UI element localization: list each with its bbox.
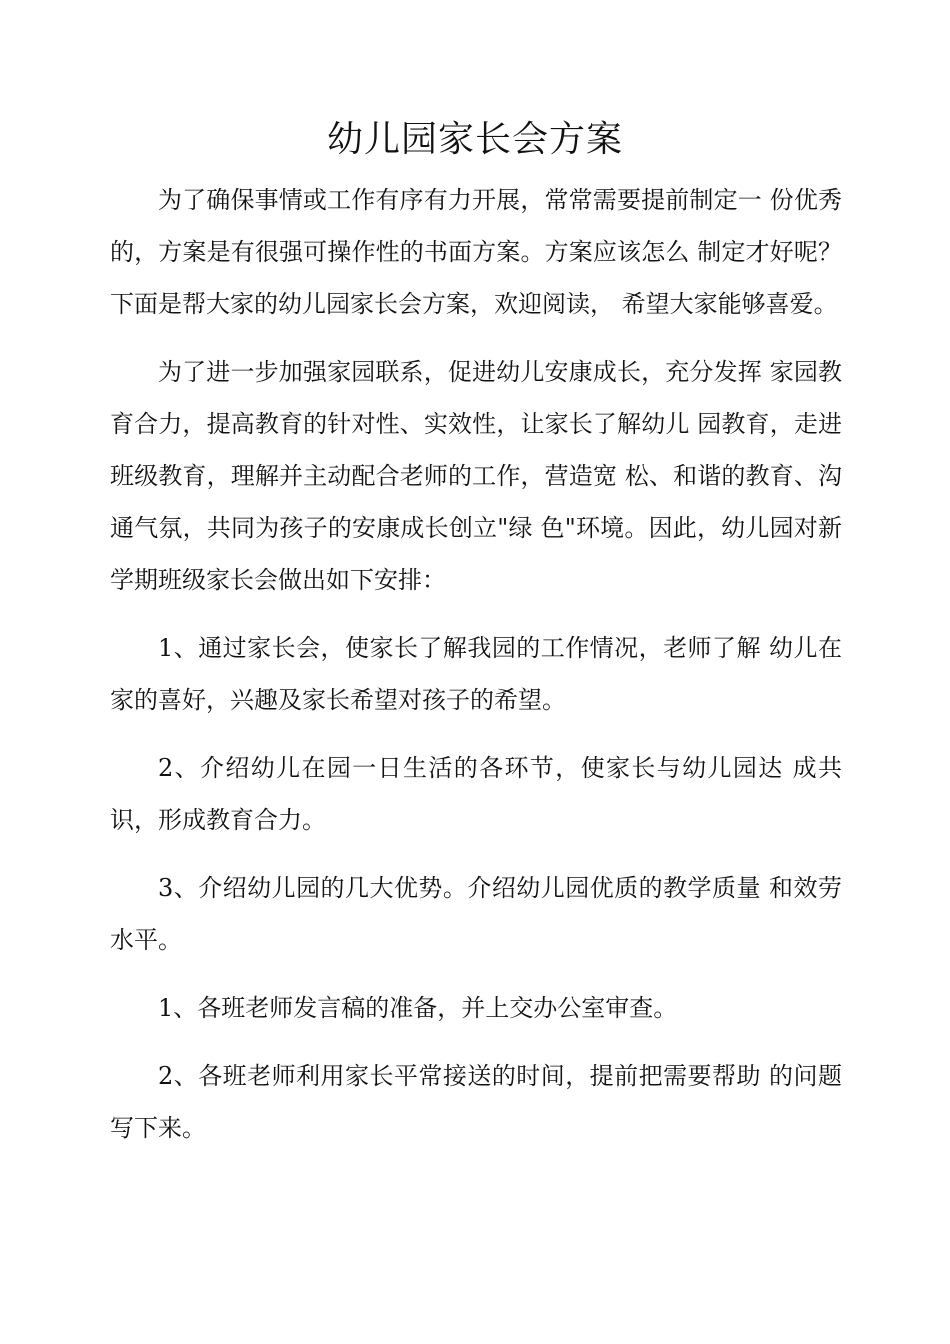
intro-paragraph: 为了确保事情或工作有序有力开展，常常需要提前制定一 份优秀的，方案是有很强可操作性的书面方案。方案应该怎么 制定才好呢？下面是帮大家的幼儿园家长会方案，欢迎阅读， 希望大家能够喜爱。 xyxy=(110,186,842,318)
prep-item-1: 1、各班老师发言稿的准备，并上交办公室审查。 xyxy=(158,994,678,1022)
list-item-2: 2、介绍幼儿在园一日生活的各环节，使家长与幼儿园达 成共识，形成教育合力。 xyxy=(110,754,842,834)
document-body xyxy=(110,174,842,1170)
prep-item-2: 2、各班老师利用家长平常接送的时间，提前把需要帮助 的问题写下来。 xyxy=(110,1062,842,1142)
list-item-1: 1、通过家长会，使家长了解我园的工作情况，老师了解 幼儿在家的喜好，兴趣及家长希望对孩子的希望。 xyxy=(110,634,842,714)
list-item-3: 3、介绍幼儿园的几大优势。介绍幼儿园优质的教学质量 和效劳水平。 xyxy=(110,874,842,954)
document-title: 幼儿园家长会方案 xyxy=(326,119,623,160)
purpose-paragraph: 为了进一步加强家园联系，促进幼儿安康成长，充分发挥 家园教育合力，提高教育的针对性、实效性，让家长了解幼儿 园教育，走进班级教育，理解并主动配合老师的工作，营造宽 松、和谐的教育、沟通气氛，共同为孩子的安康成长创立"绿 色"环境。因此，幼儿园对新学期班级家长会做出如下安排： xyxy=(110,358,842,594)
